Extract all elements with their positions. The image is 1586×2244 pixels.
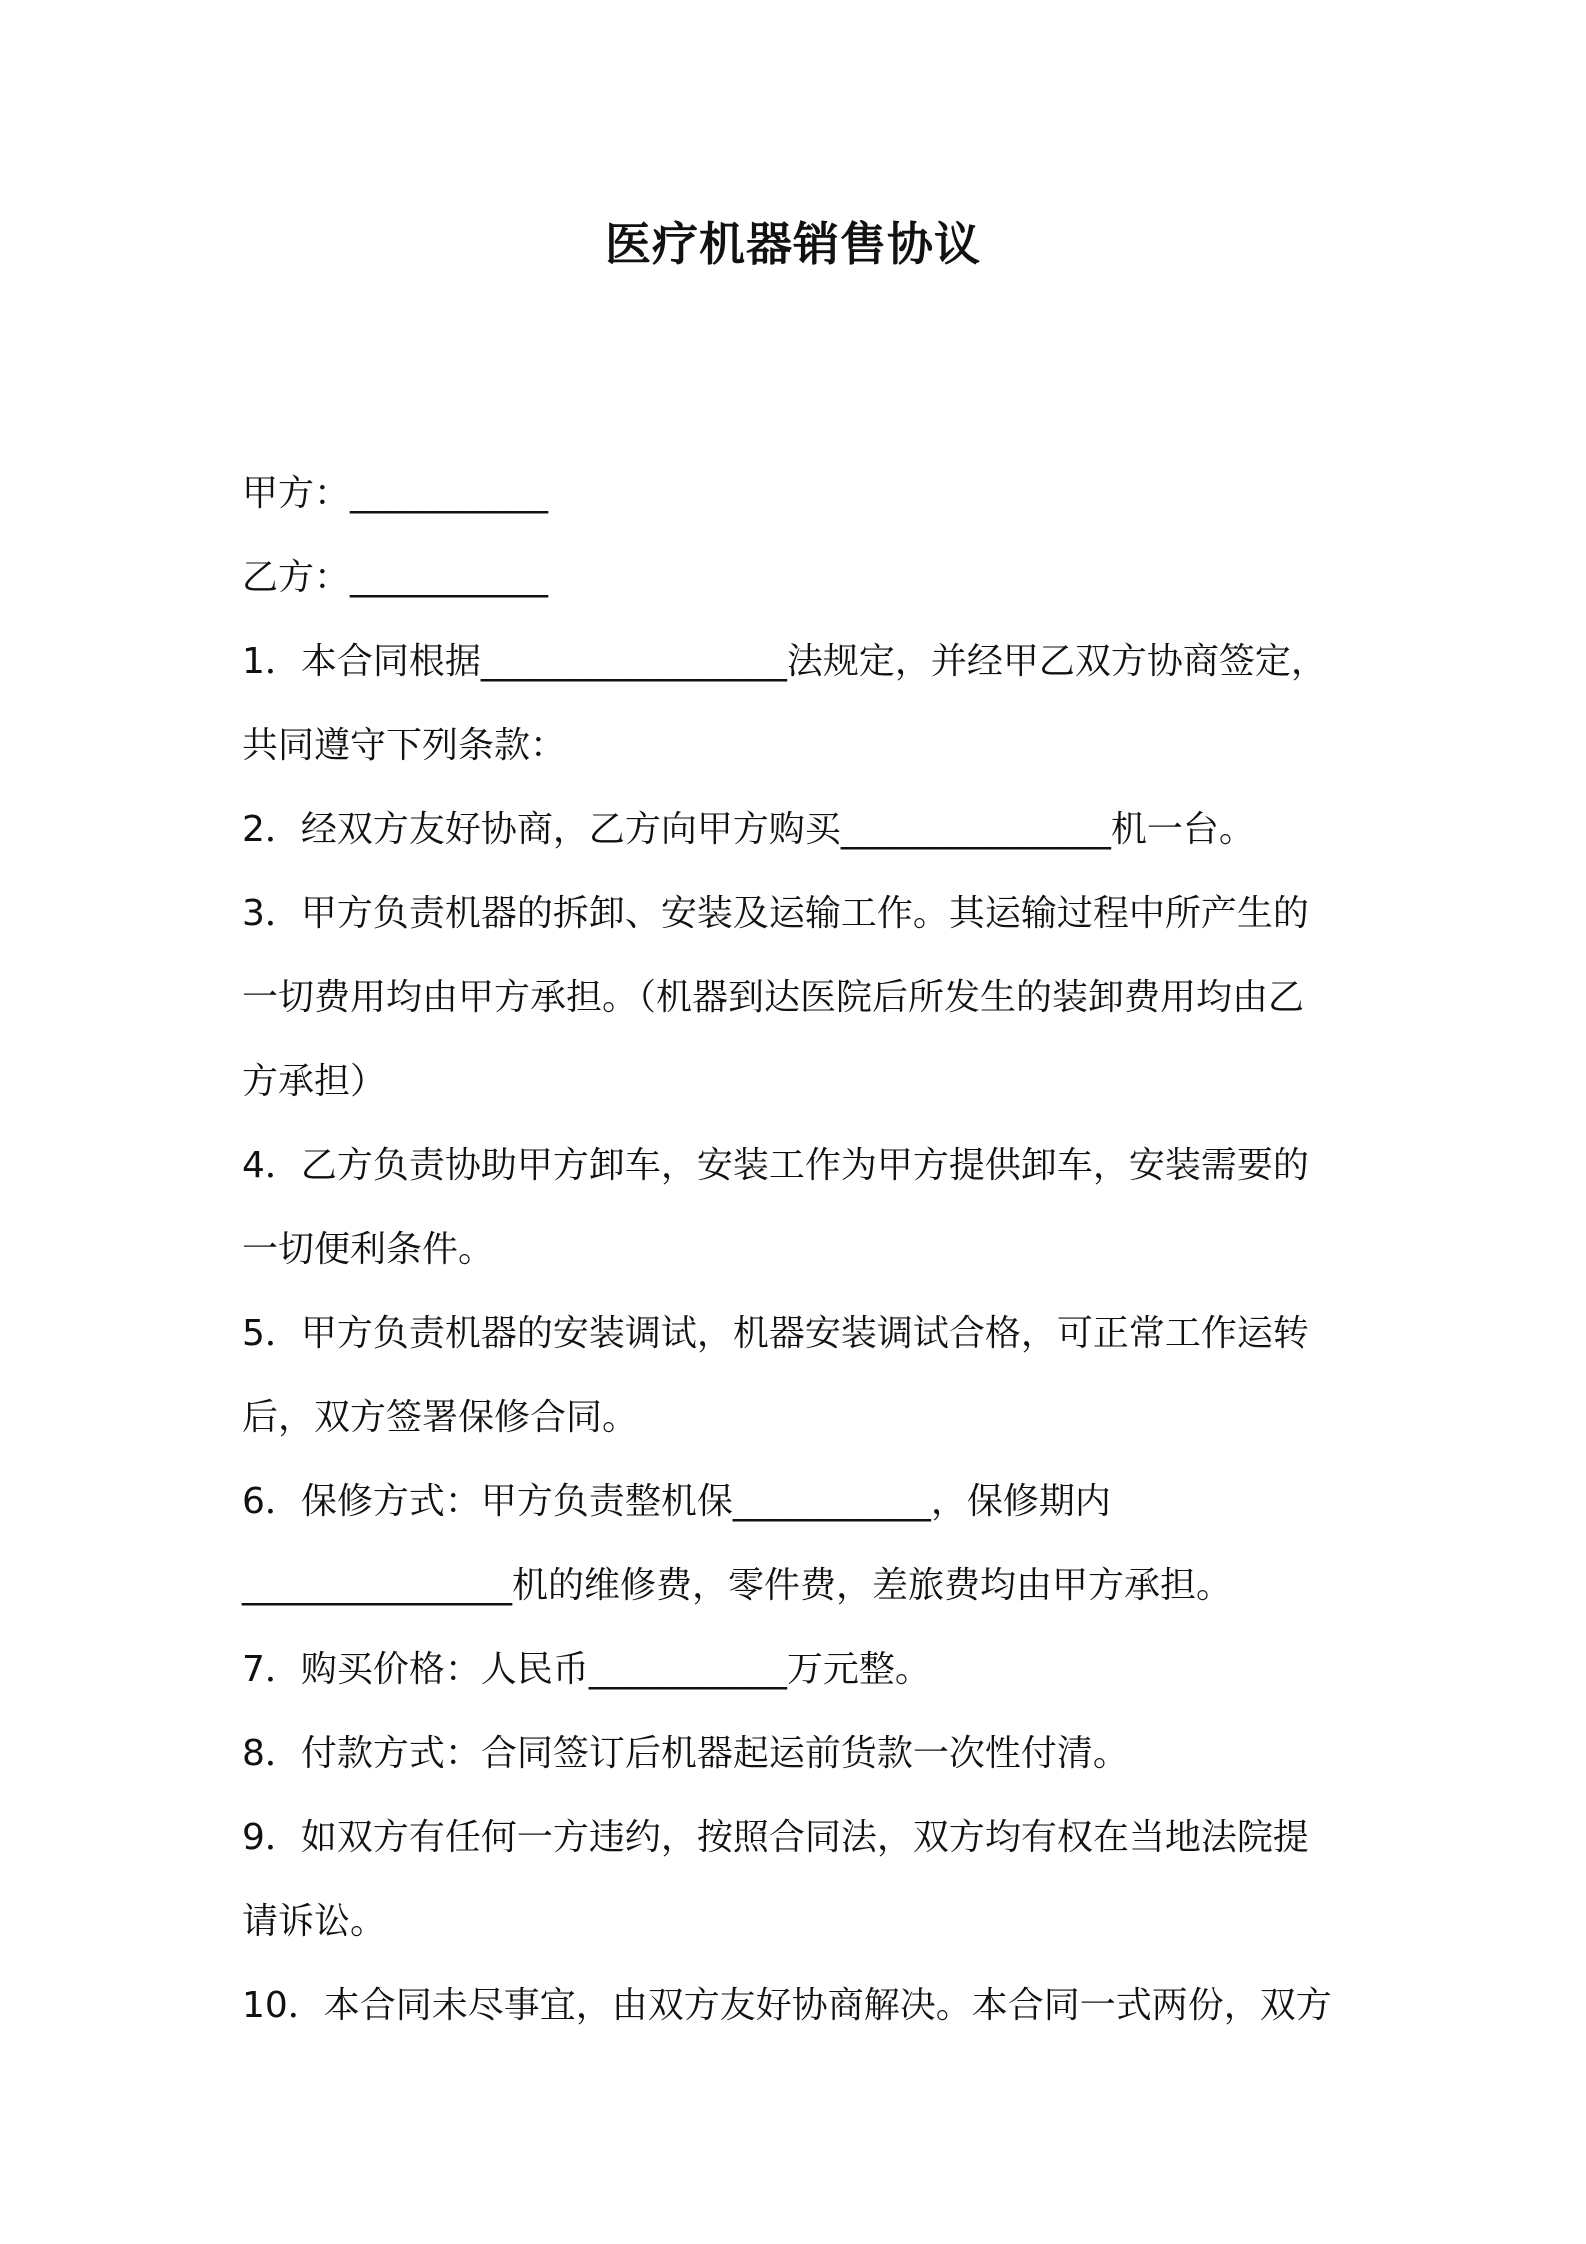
clause-line: 9．如双方有任何一方违约，按照合同法，双方均有权在当地法院提 [242,1817,1309,1858]
clause-line: 2．经双方友好协商，乙方向甲方购买_______________机一台。 [242,809,1255,850]
clause-line: 后，双方签署保修合同。 [242,1397,639,1438]
document-title: 医疗机器销售协议 [605,217,981,271]
clause-line: 1．本合同根据_________________法规定，并经甲乙双方协商签定， [242,641,1327,682]
clause-line: 3．甲方负责机器的拆卸、安装及运输工作。其运输过程中所产生的 [242,893,1309,934]
clause-line: 8．付款方式：合同签订后机器起运前货款一次性付清。 [242,1733,1129,1774]
party-b-line: 乙方：___________ [242,557,549,598]
document-body [242,452,1362,2048]
clause-line: 方承担） [242,1061,387,1102]
clause-line: 5．甲方负责机器的安装调试，机器安装调试合格，可正常工作运转 [242,1313,1309,1354]
clause-line: 一切便利条件。 [242,1229,495,1270]
clause-line: 4．乙方负责协助甲方卸车，安装工作为甲方提供卸车，安装需要的 [242,1145,1309,1186]
clause-line: 7．购买价格：人民币___________万元整。 [242,1649,931,1690]
party-a-line: 甲方：___________ [242,473,549,514]
clause-line: _______________机的维修费，零件费，差旅费均由甲方承担。 [242,1565,1233,1606]
clause-line: 共同遵守下列条款： [242,725,567,766]
clause-line: 6．保修方式：甲方负责整机保___________，保修期内 [242,1481,1111,1522]
clause-line: 10．本合同未尽事宜，由双方友好协商解决。本合同一式两份，双方 [242,1985,1332,2026]
clause-line: 请诉讼。 [242,1901,387,1942]
clause-line: 一切费用均由甲方承担。（机器到达医院后所发生的装卸费用均由乙 [242,977,1305,1018]
